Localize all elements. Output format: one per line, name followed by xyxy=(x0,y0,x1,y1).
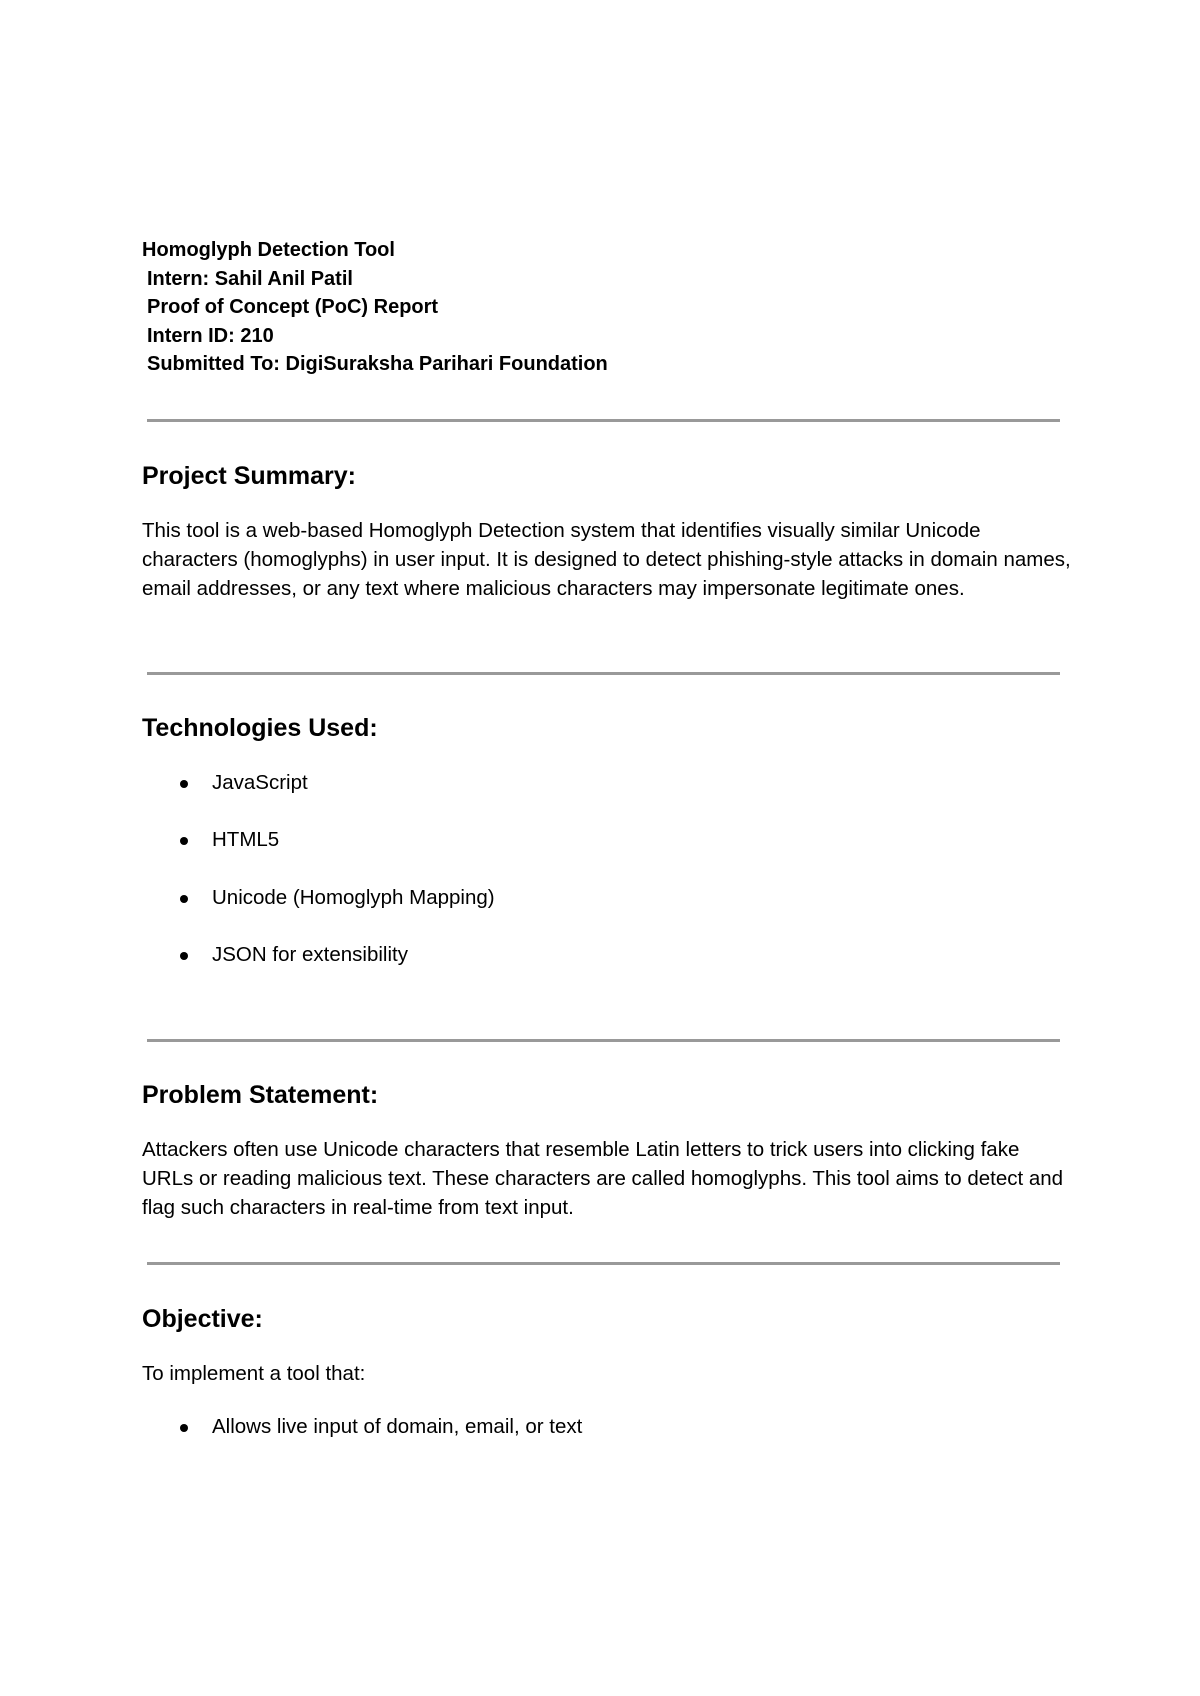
list-item xyxy=(180,885,495,911)
bullet-icon xyxy=(180,837,188,845)
divider xyxy=(147,1039,1060,1042)
list-item-label: HTML5 xyxy=(212,828,280,851)
section-title-technologies: Technologies Used: xyxy=(142,714,378,742)
bullet-icon xyxy=(180,952,188,960)
list-item-label: Unicode (Homoglyph Mapping) xyxy=(212,886,495,909)
divider xyxy=(147,1262,1060,1265)
report-header xyxy=(142,236,608,379)
list-item xyxy=(180,827,279,853)
list-item-label: JSON for extensibility xyxy=(212,943,408,966)
list-item xyxy=(180,770,308,796)
bullet-icon xyxy=(180,1424,188,1432)
divider xyxy=(147,419,1060,422)
section-title-project-summary: Project Summary: xyxy=(142,462,356,490)
list-item-label: Allows live input of domain, email, or text xyxy=(212,1415,583,1438)
list-item-label: JavaScript xyxy=(212,771,308,794)
section-title-objective: Objective: xyxy=(142,1305,263,1333)
list-item xyxy=(180,1414,582,1440)
report-type: Proof of Concept (PoC) Report xyxy=(147,296,439,318)
list-item xyxy=(180,942,408,968)
problem-statement-text: Attackers often use Unicode characters that resemble Latin letters to trick users into clicking fake URLs or reading malicious text. These characters are called homoglyphs. This tool aims to detect and flag such characters in real-time from text input. xyxy=(142,1138,1064,1219)
bullet-icon xyxy=(180,895,188,903)
document-title: Homoglyph Detection Tool xyxy=(142,239,395,261)
submitted-to: Submitted To: DigiSuraksha Parihari Foundation xyxy=(147,353,608,375)
bullet-icon xyxy=(180,780,188,788)
section-title-problem-statement: Problem Statement: xyxy=(142,1081,379,1109)
objective-intro: To implement a tool that: xyxy=(142,1362,366,1385)
project-summary-text: This tool is a web-based Homoglyph Detection system that identifies visually similar Unicode characters (homoglyphs) in user input. It is designed to detect phishing-style attacks in domain names, email addresses, or any text where malicious characters may impersonate legitimate ones. xyxy=(142,519,1071,600)
intern-name: Intern: Sahil Anil Patil xyxy=(147,267,353,290)
divider xyxy=(147,672,1060,675)
intern-id: Intern ID: 210 xyxy=(147,324,274,347)
